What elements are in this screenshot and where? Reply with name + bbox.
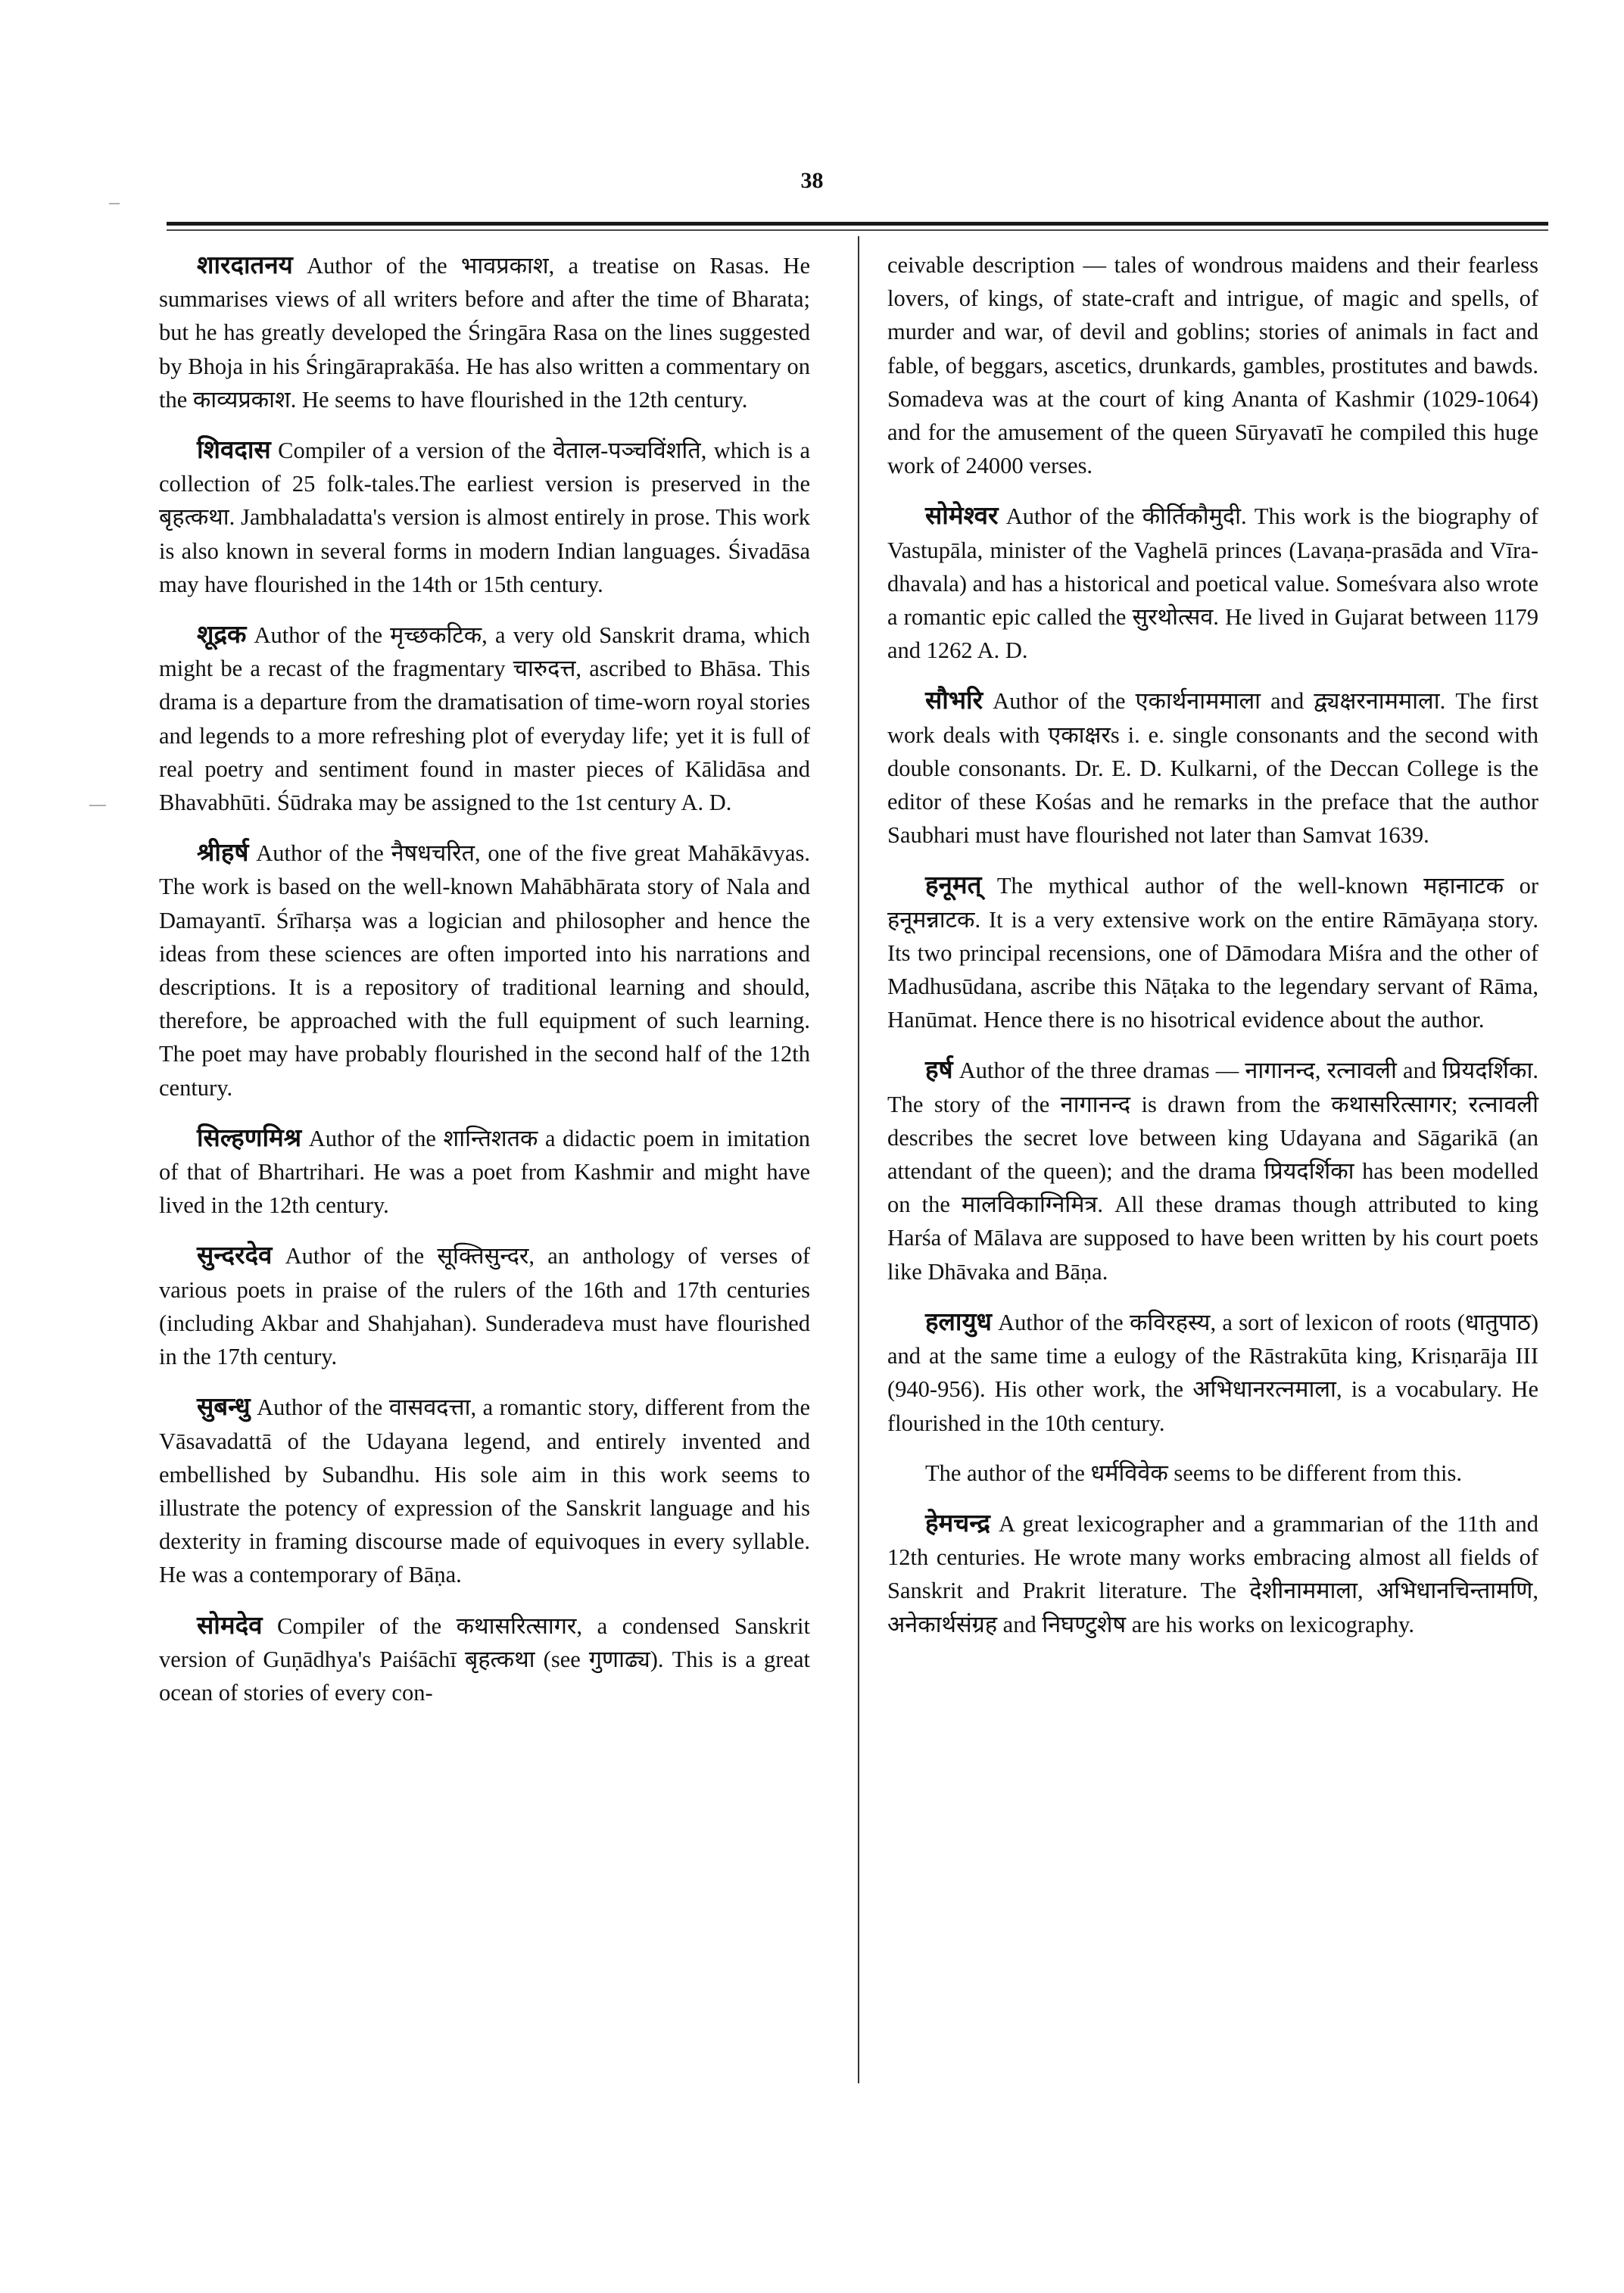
entry-shudraka	[159, 618, 810, 819]
entry-sharadatanaya	[159, 248, 810, 416]
entry-text: Author of the नैषधचरित, one of the five great Mahākāvyas. The work is based on the well-known Mahābhārata story of Nala and Damayantī. Śrīharṣa was a logician and philosopher and hence the ideas from these sciences are often imported into his narrations and descriptions. It is a repository of traditional learning and should, therefore, be approached with the full equipment of such learning. The poet may have probably flourished in the second half of the 12th century.	[159, 840, 810, 1101]
entry-headword: सिल्हणमिश्र	[197, 1122, 302, 1152]
entry-text: Compiler of a version of the वेताल-पञ्चविंशति, which is a collection of 25 folk-tales.The earliest version is preserved in the बृहत्कथा. Jambhaladatta's version is almost entirely in prose. This work is also known in several forms in modern Indian languages. Śivadāsa may have flourished in the 14th or 15th century.	[159, 438, 810, 597]
margin-mark	[109, 203, 120, 204]
entry-saubhari	[887, 684, 1538, 852]
entry-someshvara	[887, 499, 1538, 667]
entry-headword: सोमदेव	[197, 1609, 263, 1640]
entry-text: The author of the धर्मविवेक seems to be different from this.	[925, 1460, 1462, 1486]
entry-headword: सोमेश्वर	[925, 500, 999, 531]
entry-somadeva	[159, 1609, 810, 1710]
entry-headword: हेमचन्द्र	[925, 1507, 990, 1537]
entry-headword: हनूमत्	[925, 870, 982, 900]
entry-text: The mythical author of the well-known महानाटक or हनूमन्नाटक. It is a very extensive work on the entire Rāmāyaṇa story. Its two principal recensions, one of Dāmodara Miśra and the other of Madhusūdana, ascribe this Nāṭaka to the legendary servant of Rāma, Hanūmat. Hence there is no hisotrical evidence about the author.	[887, 873, 1538, 1033]
entry-text: Author of the कीर्तिकौमुदी. This work is the biography of Vastupāla, minister of the Vaghelā princes (Lavaṇa-prasāda and Vīra-dhavala) and has a historical and poetical value. Someśvara also wrote a romantic epic called the सुरथोत्सव. He lived in Gujarat between 1179 and 1262 A. D.	[887, 503, 1538, 664]
entry-shivadasa	[159, 433, 810, 601]
entry-headword: श्रीहर्ष	[197, 837, 249, 868]
entry-text: Author of the कविरहस्य, a sort of lexicon of roots (धातुपाठ) and at the same time a eulogy of the Rāstrakūta king, Krisṇarāja III (940-956). His other work, the अभिधानरत्नमाला, is a vocabulary. He flourished in the 10th century.	[887, 1309, 1538, 1436]
entry-subandhu	[159, 1390, 810, 1591]
entry-text: A great lexicographer and a grammarian of the 11th and 12th centuries. He wrote many works embracing almost all fields of Sanskrit and Prakrit literature. The देशीनाममाला, अभिधानचिन्तामणि, अनेकार्थसंग्रह and निघण्टुशेष are his works on lexicography.	[887, 1510, 1538, 1637]
entry-text: Author of the शान्तिशतक a didactic poem in imitation of that of Bhartrihari. He was a poet from Kashmir and might have lived in the 12th century.	[159, 1125, 810, 1219]
column-divider	[858, 236, 859, 2083]
entry-text: Author of the वासवदत्ता, a romantic story, different from the Vāsavadattā of the Udayana legend, and entirely invented and embellished by Subandhu. His sole aim in this work seems to illustrate the potency of expression of the Sanskrit language and his dexterity in framing discourse made of equivoques in every syllable. He was a contemporary of Bāṇa.	[159, 1394, 810, 1588]
entry-text: Author of the एकार्थनाममाला and द्व्यक्षरनाममाला. The first work deals with एकाक्षरs i. e. single consonants and the second with double consonants. Dr. E. D. Kulkarni, of the Deccan College is the editor of these Kośas and he remarks in the preface that the author Saubhari must have flourished not later than Samvat 1639.	[887, 688, 1538, 849]
page-number: 38	[800, 168, 824, 193]
header-rule-thick	[167, 222, 1548, 226]
entry-text: Compiler of the कथासरित्सागर, a condensed Sanskrit version of Guṇādhya's Paiśāchī बृहत्कथा (see गुणाढ्य). This is a great ocean of stories of every con-	[159, 1612, 810, 1706]
entry-hemachandra	[887, 1506, 1538, 1641]
entry-halayudha-note	[887, 1456, 1538, 1490]
entry-headword: सौभरि	[925, 685, 983, 715]
entry-headword: शारदातनय	[197, 250, 293, 279]
entry-text: ceivable description — tales of wondrous maidens and their fearless lovers, of kings, of state-craft and intrigue, of magic and spells, of murder and war, of devil and goblins; stories of animals in fact and fable, of beggars, ascetics, drunkards, gambles, prostitutes and bawds. Somadeva was at the court of king Ananta of Kashmir (1029-1064) and for the amusement of the queen Sūryavatī he compiled this huge work of 24000 verses.	[887, 252, 1538, 479]
left-column	[159, 248, 810, 1726]
margin-mark	[89, 805, 106, 806]
entry-somadeva-continued	[887, 248, 1538, 482]
entry-text: Author of the three dramas — नागानन्द, रत्नावली and प्रियदर्शिका. The story of the नागानन्द is drawn from the कथासरित्सागर; रत्नावली describes the secret love between king Udayana and Sāgarikā (an attendant of the queen); and the drama प्रियदर्शिका has been modelled on the मालविकाग्निमित्र. All these dramas though attributed to king Harśa of Mālava are supposed to have been written by his court poets like Dhāvaka and Bāṇa.	[887, 1058, 1538, 1285]
entry-text: Author of the भावप्रकाश, a treatise on Rasas. He summarises views of all writers before and after the time of Bharata; but he has greatly developed the Śringāra Rasa on the lines suggested by Bhoja in his Śringāraprakāśa. He has also written a commentary on the काव्यप्रकाश. He seems to have flourished in the 12th century.	[159, 253, 810, 413]
entry-headword: हलायुध	[925, 1306, 992, 1336]
entry-halayudha	[887, 1305, 1538, 1440]
entry-headword: सुबन्धु	[197, 1391, 251, 1422]
header-rule-thin	[167, 229, 1548, 231]
entry-headword: हर्ष	[925, 1055, 953, 1085]
entry-hanumat	[887, 868, 1538, 1036]
entry-headword: सुन्दरदेव	[197, 1240, 273, 1270]
entry-text: Author of the मृच्छकटिक, a very old Sanskrit drama, which might be a recast of the fragmentary चारुदत्त, ascribed to Bhāsa. This drama is a departure from the dramatisation of time-worn royal stories and legends to a more refreshing plot of everyday life; yet it is full of real poetry and sentiment found in master pieces of Kālidāsa and Bhavabhūti. Śūdraka may be assigned to the 1st century A. D.	[159, 622, 810, 816]
entry-headword: शिवदास	[197, 435, 271, 465]
entry-shriharsha	[159, 836, 810, 1104]
entry-silhanamishra	[159, 1121, 810, 1223]
entry-headword: शूद्रक	[197, 619, 247, 650]
entry-sundaradeva	[159, 1238, 810, 1373]
entry-text: Author of the सूक्तिसुन्दर, an anthology of verses of various poets in praise of the rulers of the 16th and 17th centuries (including Akbar and Shahjahan). Sunderadeva must have flourished in the 17th century.	[159, 1243, 810, 1370]
right-column	[887, 248, 1538, 1658]
entry-harsha	[887, 1053, 1538, 1288]
